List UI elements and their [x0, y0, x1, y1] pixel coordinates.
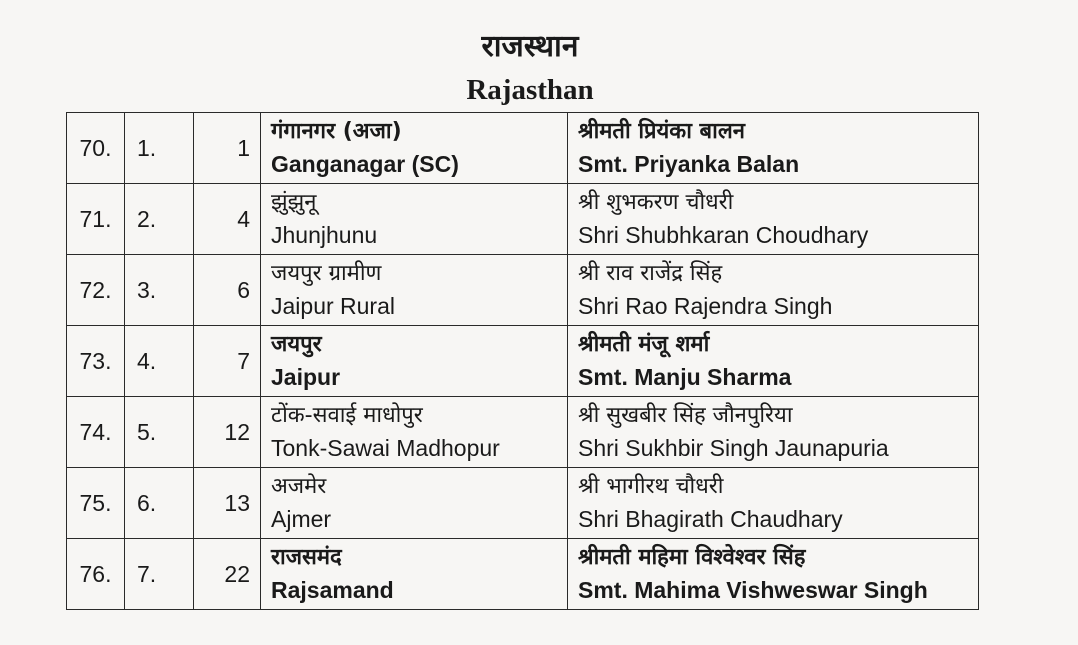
candidate-table	[66, 112, 979, 610]
serial-number-cell: 73.	[67, 326, 125, 397]
table-row	[67, 397, 979, 468]
constituency-number-cell: 22	[194, 539, 261, 610]
candidate-name-hindi: श्री भागीरथ चौधरी	[578, 474, 724, 499]
constituency-cell	[261, 326, 568, 397]
constituency-name-english: Ganganagar (SC)	[271, 151, 459, 177]
constituency-number-cell: 13	[194, 468, 261, 539]
candidate-name-english: Smt. Mahima Vishweswar Singh	[578, 577, 928, 603]
table-row	[67, 184, 979, 255]
constituency-number-cell: 4	[194, 184, 261, 255]
table-row	[67, 468, 979, 539]
state-number-cell: 6.	[125, 468, 194, 539]
state-number-cell: 1.	[125, 113, 194, 184]
state-number-cell: 3.	[125, 255, 194, 326]
serial-number-cell: 70.	[67, 113, 125, 184]
candidate-name-hindi: श्रीमती महिमा विश्वेश्वर सिंह	[578, 545, 806, 570]
page-title-hindi: राजस्थान	[481, 29, 579, 64]
constituency-name-hindi: अजमेर	[271, 474, 327, 499]
serial-number-cell: 72.	[67, 255, 125, 326]
constituency-cell	[261, 184, 568, 255]
constituency-name-english: Ajmer	[271, 506, 332, 532]
constituency-number-cell: 7	[194, 326, 261, 397]
constituency-cell	[261, 113, 568, 184]
constituency-name-hindi: झुंझुनू	[271, 190, 317, 215]
candidate-name-english: Smt. Priyanka Balan	[578, 151, 800, 177]
table-row	[67, 539, 979, 610]
state-number-cell: 5.	[125, 397, 194, 468]
candidate-cell	[568, 468, 979, 539]
constituency-name-english: Jhunjhunu	[271, 222, 378, 248]
candidate-cell	[568, 539, 979, 610]
candidate-cell	[568, 255, 979, 326]
constituency-name-english: Tonk-Sawai Madhopur	[271, 435, 500, 461]
constituency-name-english: Jaipur Rural	[271, 293, 395, 319]
candidate-cell	[568, 184, 979, 255]
constituency-cell	[261, 255, 568, 326]
serial-number-cell: 74.	[67, 397, 125, 468]
constituency-name-hindi: जयपुर	[271, 332, 322, 357]
table-row	[67, 326, 979, 397]
candidate-name-english: Shri Bhagirath Chaudhary	[578, 506, 843, 532]
constituency-name-hindi: राजसमंद	[271, 545, 342, 570]
constituency-name-hindi: जयपुर ग्रामीण	[271, 261, 382, 286]
table-row	[67, 113, 979, 184]
state-number-cell: 2.	[125, 184, 194, 255]
serial-number-cell: 75.	[67, 468, 125, 539]
constituency-cell	[261, 539, 568, 610]
candidate-cell	[568, 113, 979, 184]
table-row	[67, 255, 979, 326]
constituency-name-hindi: गंगानगर (अजा)	[271, 119, 402, 144]
candidate-name-hindi: श्री राव राजेंद्र सिंह	[578, 261, 723, 286]
constituency-name-english: Jaipur	[271, 364, 341, 390]
constituency-name-english: Rajsamand	[271, 577, 394, 603]
candidate-name-hindi: श्रीमती मंजू शर्मा	[578, 332, 710, 357]
constituency-number-cell: 12	[194, 397, 261, 468]
candidate-name-hindi: श्री सुखबीर सिंह जौनपुरिया	[578, 403, 793, 428]
candidate-cell	[568, 397, 979, 468]
constituency-name-hindi: टोंक-सवाई माधोपुर	[271, 403, 423, 428]
constituency-number-cell: 1	[194, 113, 261, 184]
candidate-cell	[568, 326, 979, 397]
constituency-cell	[261, 397, 568, 468]
serial-number-cell: 76.	[67, 539, 125, 610]
candidate-name-english: Shri Sukhbir Singh Jaunapuria	[578, 435, 889, 461]
candidate-name-english: Smt. Manju Sharma	[578, 364, 792, 390]
candidate-name-hindi: श्री शुभकरण चौधरी	[578, 190, 734, 215]
page-title-english: Rajasthan	[466, 74, 594, 106]
state-number-cell: 7.	[125, 539, 194, 610]
candidate-name-english: Shri Shubhkaran Choudhary	[578, 222, 869, 248]
candidate-table-body	[67, 113, 979, 610]
state-number-cell: 4.	[125, 326, 194, 397]
serial-number-cell: 71.	[67, 184, 125, 255]
constituency-cell	[261, 468, 568, 539]
candidate-name-english: Shri Rao Rajendra Singh	[578, 293, 833, 319]
constituency-number-cell: 6	[194, 255, 261, 326]
candidate-name-hindi: श्रीमती प्रियंका बालन	[578, 119, 745, 144]
